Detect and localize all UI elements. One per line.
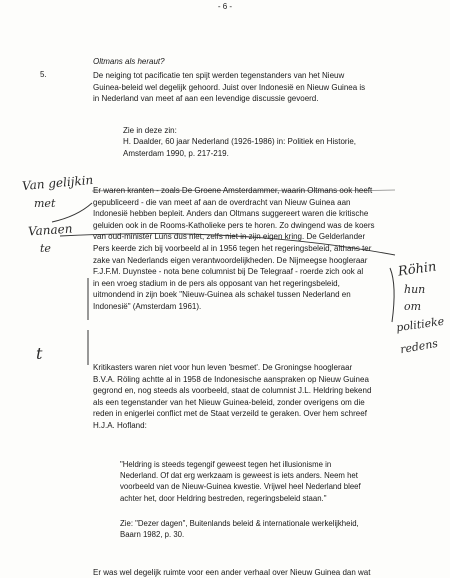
handwritten-note-right-1: Röhin	[397, 259, 438, 280]
text-line: H.J.A. Hofland:	[93, 420, 147, 430]
quote-line: voorbeeld van de Nieuw-Guinea kwestie. Vrijwel heel Nederland bleef	[120, 482, 361, 492]
reference-line: Baarn 1982, p. 30.	[120, 530, 185, 540]
text-line: gegrond en, nog steeds als voorbeeld, staat de columnist J.L. Heldring bekend	[93, 386, 372, 396]
reference-line: H. Daalder, 60 jaar Nederland (1926-1986) in: Politiek en Historie,	[123, 137, 357, 147]
text-line: Er waren kranten - zoals De Groene Amsterdammer, waarin Oltmans ook heeft	[93, 186, 373, 195]
text-line: van oud-minister Luns dus niet, zelfs niet in zijn eigen kring. De Gelderlander	[93, 232, 366, 242]
pen-underline-stroke	[92, 190, 395, 191]
text-line: Indonesië" (Amsterdam 1961).	[93, 301, 202, 311]
text-line: Kritikasters waren niet voor hun leven 'besmet'. De Groningse hoogleraar	[93, 363, 353, 372]
text-line: reden in enigerlei conflict met de Staat verzeild te geraken. Over hem schreef	[93, 409, 367, 419]
reference-line: Amsterdam 1990, p. 217-219.	[123, 148, 229, 158]
handwritten-note-right-5: redens	[399, 336, 439, 357]
text-line: Indonesië hebben bepleit. Anders dan Oltmans suggereert waren die kritische	[93, 209, 369, 219]
text-line: Pers keerde zich bij voorbeeld al in 1956 tegen het regeringsbeleid, althans ter	[93, 243, 372, 253]
text-line: Guinea-beleid wel degelijk gehoord. Juist over Indonesië en Nieuw Guinea is	[93, 82, 366, 92]
text-line: zake van Nederlands eigen verantwoordelijkheden. De Nijmeegse hoogleraar	[93, 255, 368, 265]
reference-line: Zie in deze zin:	[123, 126, 177, 135]
handwritten-note-left-5: t	[36, 344, 43, 363]
cut-off-line: Er was wel degelijk ruimte voor een ander verhaal over Nieuw Guinea dan wat	[93, 568, 371, 577]
quote-line: "Heldring is steeds tegengif geweest tegen het illusionisme in	[120, 460, 332, 469]
pen-cross-stroke	[60, 234, 395, 255]
reference-line: Zie: "Dezer dagen", Buitenlands beleid & internationale werkelijkheid,	[120, 519, 359, 528]
pen-right-bracket	[390, 268, 394, 322]
handwritten-note-left-3: Vanaen	[27, 221, 73, 239]
handwritten-note-left-1: Van gelijkin	[21, 172, 94, 194]
text-line: B.V.A. Röling achtte al in 1958 de Indonesische aanspraken op Nieuw Guinea	[93, 374, 369, 384]
text-line: gepubliceerd - die van meet af aan de overdracht van Nieuw Guinea aan	[93, 197, 351, 207]
quote-line: Nederland. Of dat erg werkzaam is geweest is iets anders. Neem het	[120, 471, 358, 481]
handwritten-note-left-2: met	[34, 197, 56, 210]
text-line: geluiden ook in de Rooms-Katholieke pers te horen. Zo dwingend was de koers	[93, 220, 375, 230]
text-line: in Nederland van meet af aan een levendige discussie gevoerd.	[93, 94, 319, 104]
text-line: De neiging tot pacificatie ten spijt werden tegenstanders van het Nieuw	[93, 71, 345, 80]
text-line: uitmondend in zijn boek "Nieuw-Guinea als schakel tussen Nederland en	[93, 290, 351, 300]
text-line: F.J.F.M. Duynstee - nota bene columnist bij De Telegraaf - roerde zich ook al	[93, 267, 364, 277]
handwritten-note-right-2: hun	[404, 283, 426, 296]
section-number: 5.	[40, 70, 47, 79]
handwritten-note-right-4: politieke	[395, 314, 445, 335]
page-number: - 6 -	[217, 2, 233, 11]
text-line: in een vroeg stadium in de pers als opposant van het regeringsbeleid,	[93, 278, 340, 288]
handwritten-note-right-3: om	[404, 300, 422, 313]
handwritten-note-left-4: te	[40, 242, 51, 255]
section-heading: Oltmans als heraut?	[93, 57, 165, 66]
quote-line: achter het, door Heldring bestreden, regeringsbeleid staan."	[120, 493, 327, 503]
text-line: als een tegenstander van het Nieuw Guinea-beleid, zonder overigens om die	[93, 397, 365, 407]
pen-arrow-stroke	[52, 203, 92, 222]
